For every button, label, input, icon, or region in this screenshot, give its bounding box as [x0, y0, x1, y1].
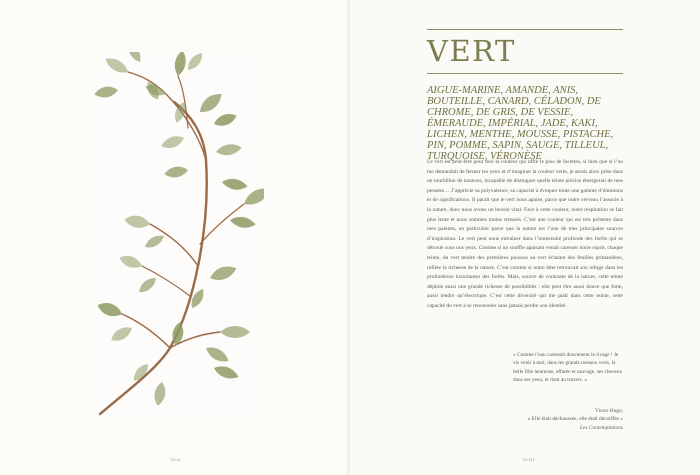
quote-source: « Elle était déchaussée, elle était décoiffée » [527, 416, 623, 423]
leaf [96, 299, 125, 319]
olive-branch-watercolor [88, 52, 264, 422]
leaf [220, 326, 250, 338]
leaf [160, 133, 186, 151]
leaf [208, 263, 238, 284]
leaf [185, 52, 206, 73]
leaf [163, 165, 188, 180]
quote-author: Victor Hugo, [594, 408, 623, 414]
leaf [103, 54, 131, 76]
leaf [203, 343, 231, 365]
quote-attribution [470, 407, 623, 432]
leaf [125, 52, 144, 64]
leaf [136, 275, 159, 296]
main-stem [100, 102, 207, 414]
folio-right: XLIII [523, 457, 535, 462]
leaf [93, 85, 118, 100]
shade-names-list: AIGUE-MARINE, AMANDE, ANIS, BOUTEILLE, CANARD, CÉLADON, DE CHROME, DE GRIS, DE VESSIE, ÉMERAUDE, IMPÉRIAL, JADE, KAKI, LICHEN, MENTHE, MOUSSE, PISTACHE, PIN, POMME, SAPIN, SAUGE, TILLEUL, TURQUOISE, VÉRONÈSE [427, 85, 614, 162]
leaf [212, 111, 238, 129]
leaf [229, 215, 256, 230]
leaf [212, 363, 240, 382]
quote-book: Les Contemplations [580, 424, 623, 431]
title-rule-bottom [427, 73, 623, 74]
leaf [196, 89, 225, 116]
leaf [215, 142, 242, 157]
epigraph-quote: « Comme l’eau caressait doucement le rivage ! Je vis venir à moi, dans les grands roseaux verts, la belle fille heureuse, effarée et sauvage, ses cheveux dans ses yeux, et riant au travers. » [513, 352, 623, 384]
leaf [123, 214, 151, 230]
leaf [153, 381, 168, 406]
body-paragraph: Le vert est peut-être pour moi la couleur qui offre le plus de facettes, si bien que si l’on me demandait de fermer les yeux et d’imaginer la couleur verte, je serais alors prise dans un tourbillon de nuances, incapable de distinguer quelle teinte précise émergerait de mes pensées… J’apprécie sa polyvalence, sa capacité à évoquer toute une gamme d’émotions et de significations. Il paraît que le vert nous apaise, parce que notre cerveau l’associe à la nature, donc nous avons un besoin vital. Face à cette couleur, notre respiration se fait plus lente et nous sommes moins stressés. C’est une couleur qui est très présente dans mes palettes, en particulier parce que la nature est l’une de mes principales sources d’inspiration. Le vert peut nous entraîner dans l’immensité profonde des forêts qui se déroule sous nos yeux. Comme si un souffle apaisant venait caresser notre esprit, chaque teinte, du vert tendre des premières pousses au vert éclatant des feuilles printanières, reflète la richesse de la nature. C’est comme si notre âme retrouvait son refuge dans les profondeurs luxuriantes des forêts. Mais, source de contraste de la nature, cette teinte déploie aussi une grande richesse de possibilités : elle peut être aussi douce que forte, aussi tendre qu’électrique. C’est cette diversité qui me plaît dans cette teinte, cette capacité du vert à se renouveler sans jamais perdre son identité. [427, 159, 623, 309]
leaf [109, 323, 135, 344]
botanical-illustration [88, 52, 264, 422]
title-rule-top [427, 29, 623, 30]
leaf [221, 177, 248, 192]
leaf [118, 253, 144, 271]
folio-left: XLII [171, 457, 181, 462]
leaf [173, 52, 188, 77]
leaf [143, 232, 167, 251]
page-title: VERT [427, 34, 516, 68]
